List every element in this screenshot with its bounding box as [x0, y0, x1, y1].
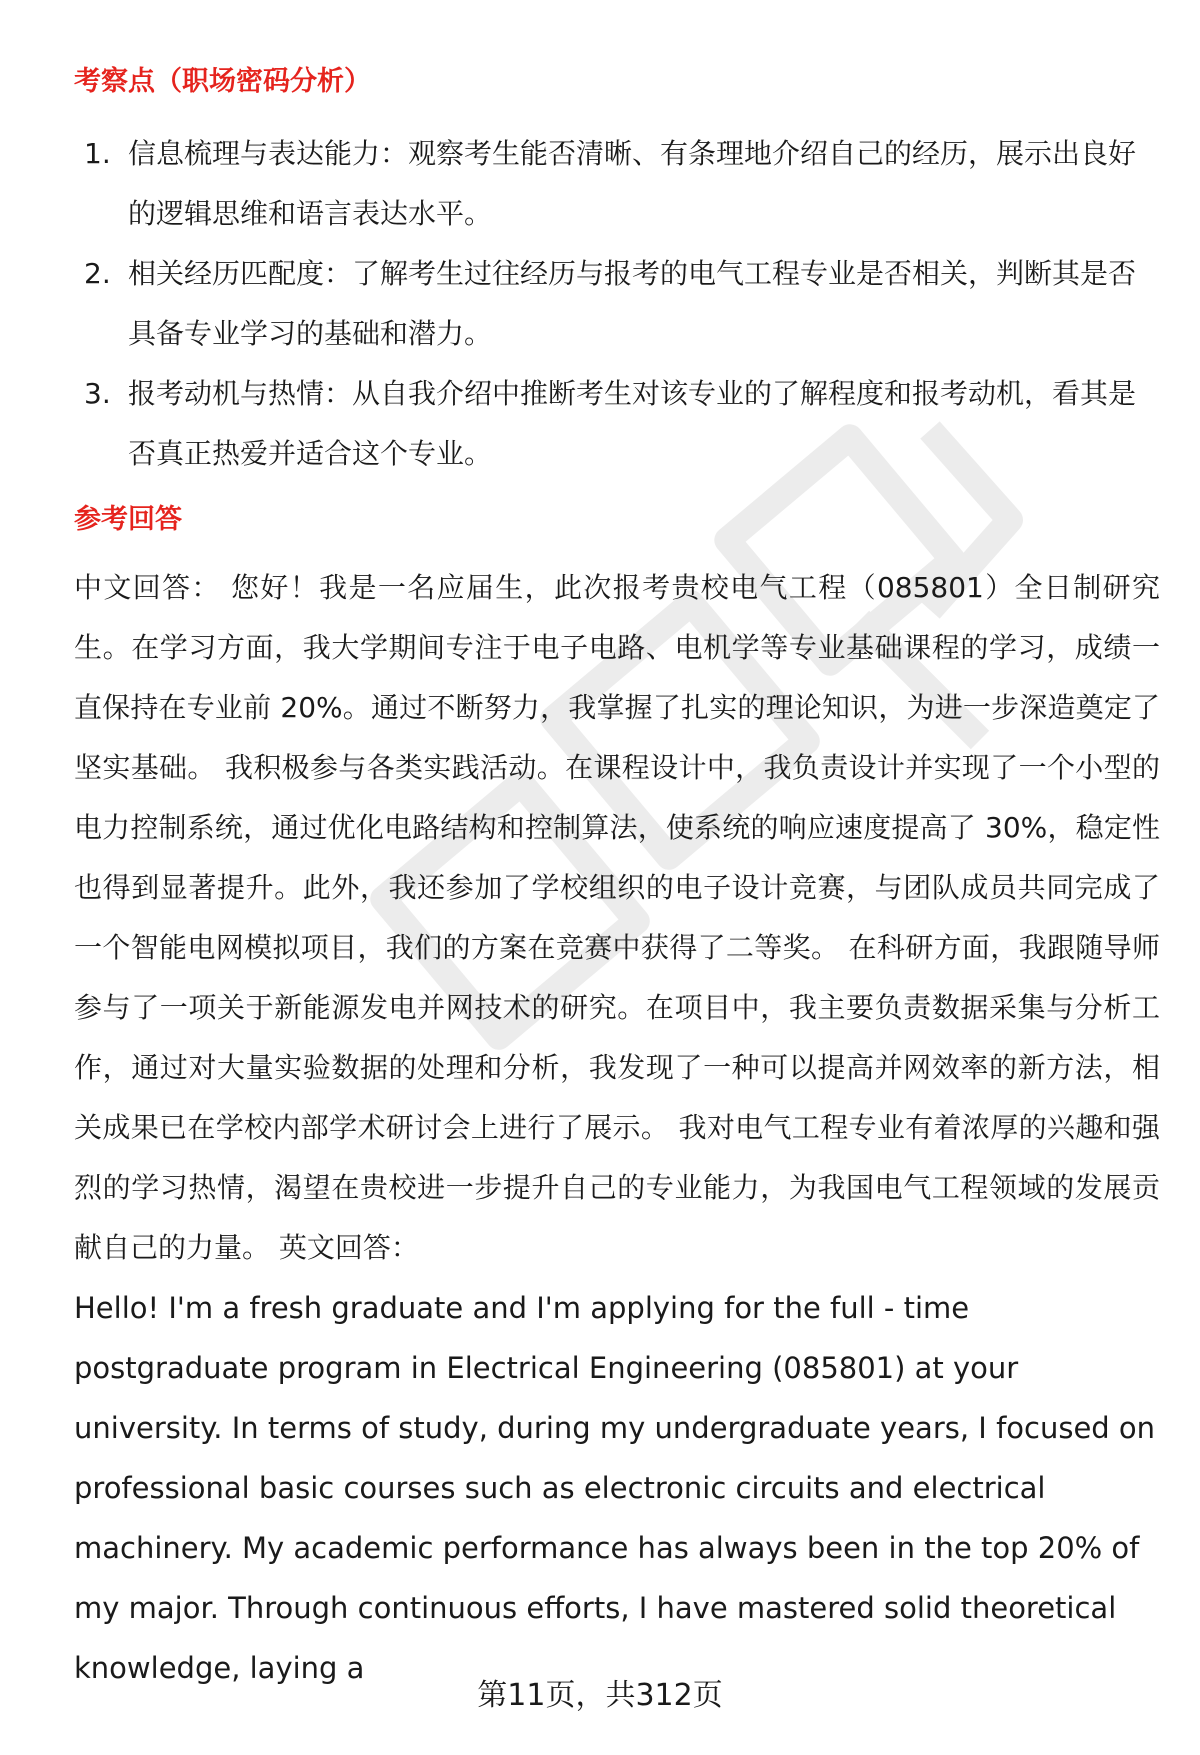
list-item-text: 报考动机与热情：从自我介绍中推断考生对该专业的了解程度和报考动机，看其是否真正热爱并适合这个专业。 — [128, 377, 1137, 470]
answer-chinese: 中文回答： 您好！我是一名应届生，此次报考贵校电气工程（085801）全日制研究生。在学习方面，我大学期间专注于电子电路、电机学等专业基础课程的学习，成绩一直保持在专业前 20%。通过不断努力，我掌握了扎实的理论知识，为进一步深造奠定了坚实基础。 我积极参与各类实践活动。在课程设计中，我负责设计并实现了一个小型的电力控制系统，通过优化电路结构和控制算法，使系统的响应速度提高了 30%，稳定性也得到显著提升。此外，我还参加了学校组织的电子设计竞赛，与团队成员共同完成了一个智能电网模拟项目，我们的方案在竞赛中获得了二等奖。 在科研方面，我跟随导师参与了一项关于新能源发电并网技术的研究。在项目中，我主要负责数据采集与分析工作，通过对大量实验数据的处理和分析，我发现了一种可以提高并网效率的新方法，相关成果已在学校内部学术研讨会上进行了展示。 我对电气工程专业有着浓厚的兴趣和强烈的学习热情，渴望在贵校进一步提升自己的专业能力，为我国电气工程领域的发展贡献自己的力量。 英文回答： — [74, 571, 1160, 1264]
list-item-number: 1. — [84, 137, 111, 170]
analysis-point-list — [74, 124, 1160, 484]
section-title-analysis: 考察点（职场密码分析） — [74, 66, 371, 97]
list-item-number: 3. — [84, 377, 111, 410]
answer-english: Hello! I'm a fresh graduate and I'm applying for the full - time postgraduate program in Electrical Engineering (085801) at your university. In terms of study, during my undergraduate years, I focused on professional basic courses such as electronic circuits and electrical machinery. My academic performance has always been in the top 20% of my major. Through continuous efforts, I have mastered solid theoretical knowledge, laying a — [74, 1291, 1156, 1685]
list-item — [74, 124, 1160, 244]
list-item-text: 相关经历匹配度：了解考生过往经历与报考的电气工程专业是否相关，判断其是否具备专业学习的基础和潜力。 — [128, 257, 1137, 350]
list-item-text: 信息梳理与表达能力：观察考生能否清晰、有条理地介绍自己的经历，展示出良好的逻辑思维和语言表达水平。 — [128, 137, 1137, 230]
page-number: 第11页，共312页 — [477, 1678, 723, 1713]
section-title-reference-answer: 参考回答 — [74, 504, 182, 535]
document-body — [74, 60, 1160, 1698]
list-item-number: 2. — [84, 257, 111, 290]
list-item — [74, 364, 1160, 484]
list-item — [74, 244, 1160, 364]
